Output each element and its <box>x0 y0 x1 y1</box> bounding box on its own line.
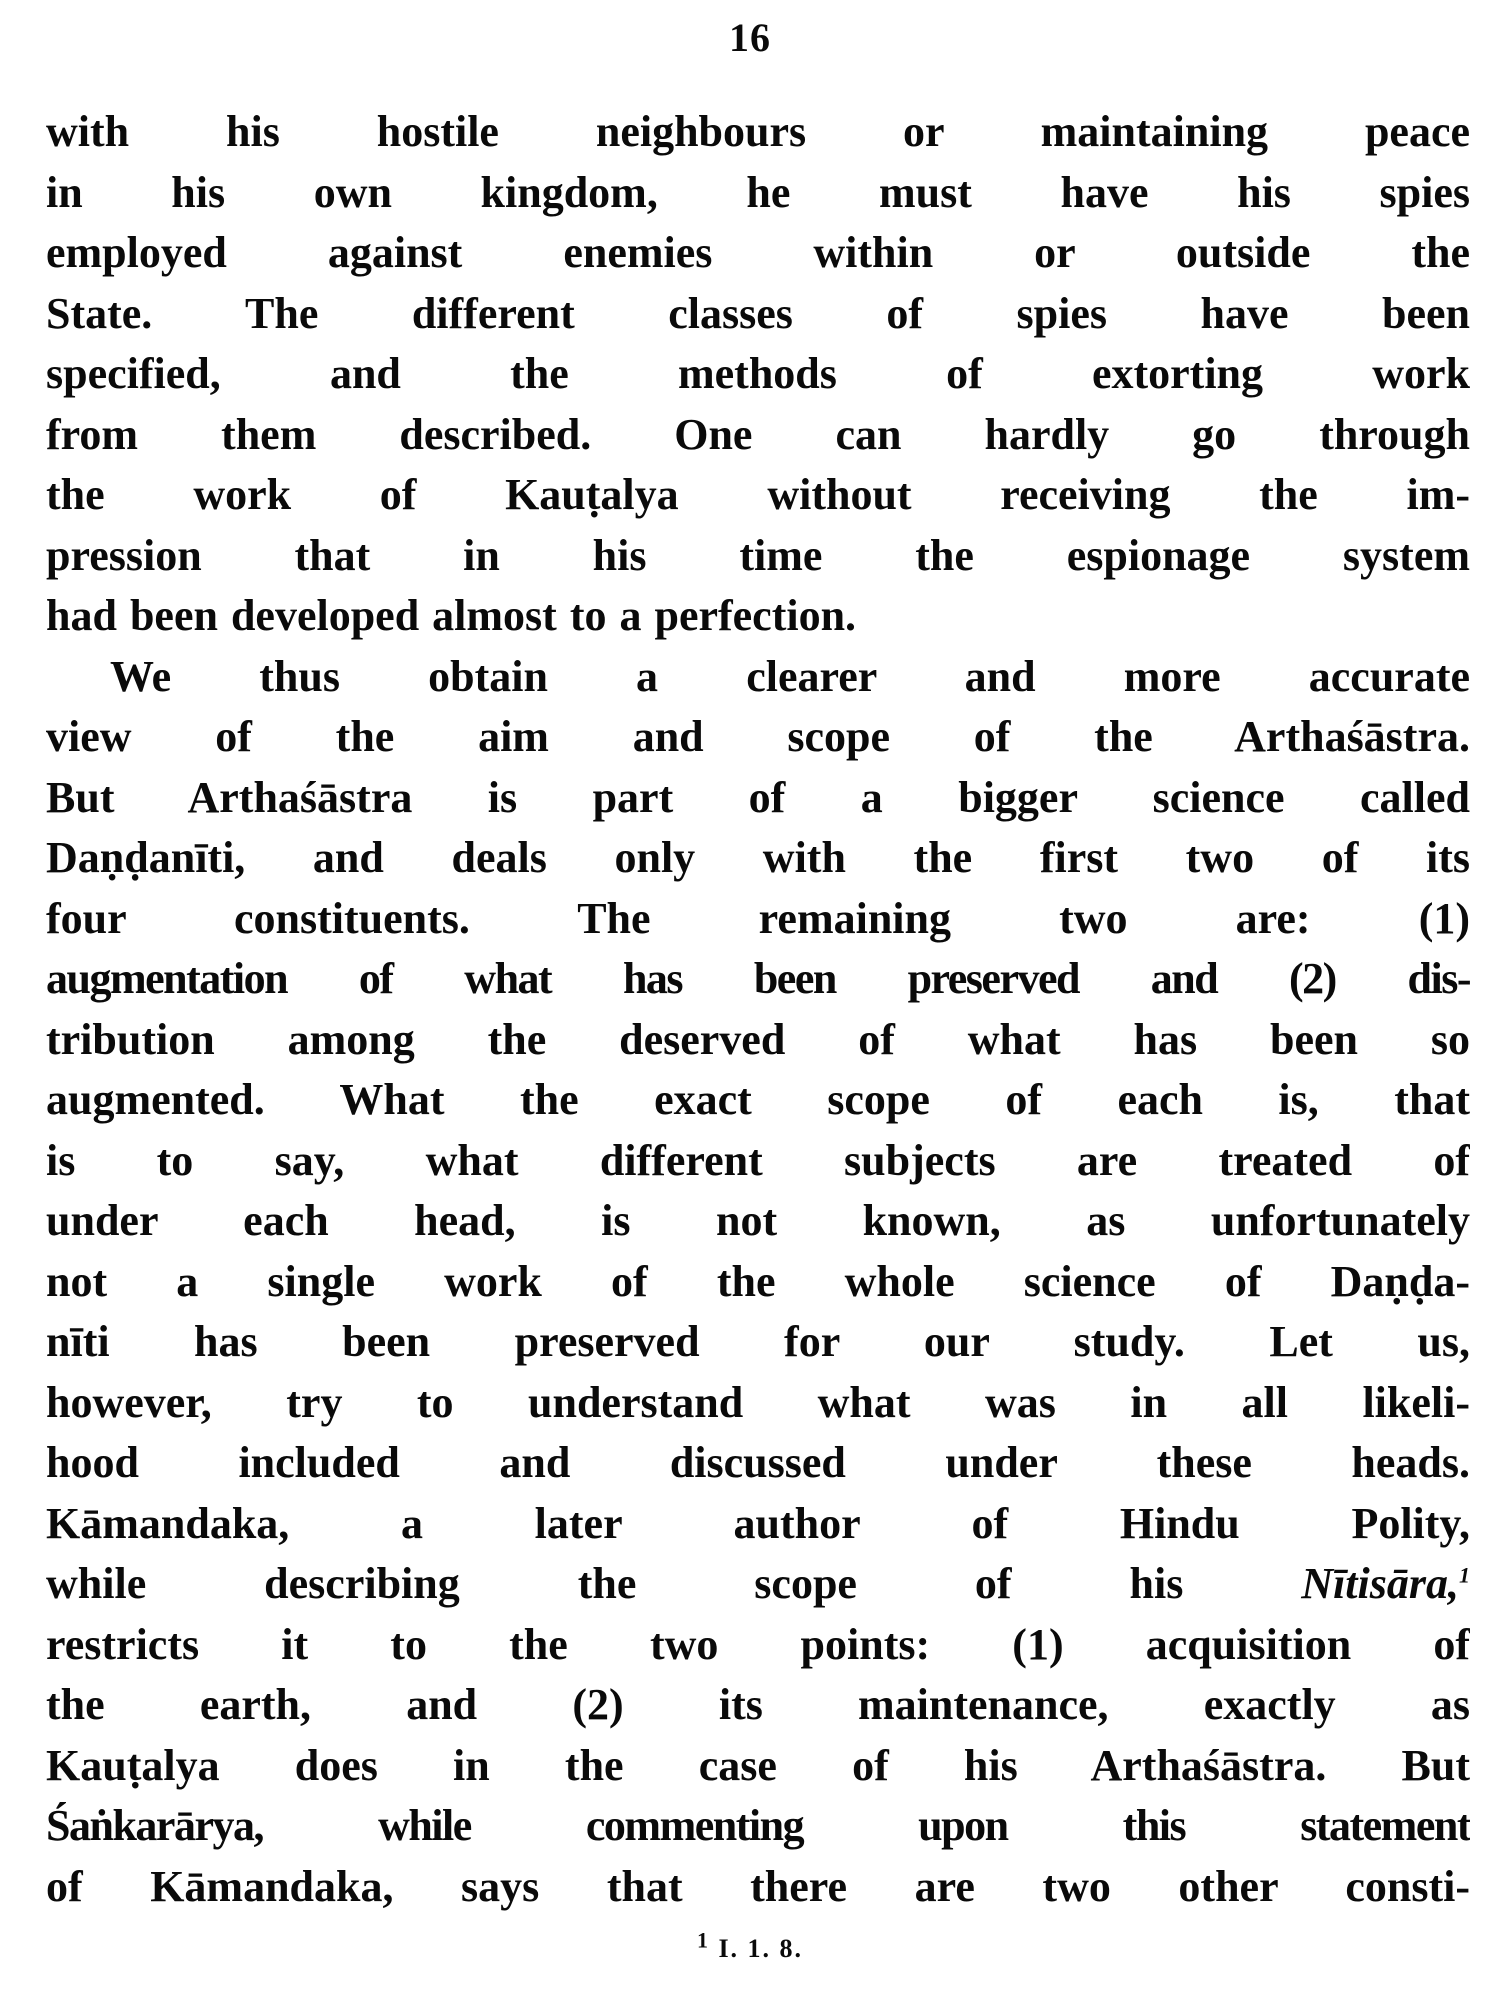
text-line: employed against enemies within or outside the <box>46 228 1470 277</box>
text-line: is to say, what different subjects are treated of <box>46 1135 1470 1185</box>
text-line: State. The different classes of spies have been <box>46 288 1470 338</box>
text-line: tribution among the deserved of what has been so <box>46 1014 1470 1064</box>
text-line: augmentation of what has been preserved and (2) dis- <box>46 954 1470 1003</box>
text-line: augmented. What the exact scope of each is, that <box>46 1075 1470 1124</box>
text-line: restricts it to the two points: (1) acquisition of <box>46 1619 1470 1669</box>
text-line: the work of Kauṭalya without receiving the im- <box>46 470 1470 519</box>
text-line: Daṇḍanīti, and deals only with the first two of its <box>46 833 1470 882</box>
text-line: under each head, is not known, as unfortunately <box>46 1196 1470 1245</box>
text-line: four constituents. The remaining two are: (1) <box>46 893 1470 943</box>
text-line: But Arthaśāstra is part of a bigger science called <box>46 772 1470 822</box>
work-title-nitisara <box>1301 1559 1470 1608</box>
text-line: in his own kingdom, he must have his spies <box>46 167 1470 217</box>
text-line: nīti has been preserved for our study. Let us, <box>46 1317 1470 1366</box>
text-line: hood included and discussed under these heads. <box>46 1438 1470 1487</box>
text-line: with his hostile neighbours or maintaining peace <box>46 107 1470 156</box>
text-line: We thus obtain a clearer and more accurate <box>110 651 1470 701</box>
text-line: Śaṅkarārya, while commenting upon this statement <box>46 1801 1470 1850</box>
text-line: of Kāmandaka, says that there are two other consti- <box>46 1861 1470 1911</box>
text-line: the earth, and (2) its maintenance, exactly as <box>46 1680 1470 1729</box>
text-line-nitisara <box>46 1554 1470 1615</box>
text-line: however, try to understand what was in all likeli- <box>46 1377 1470 1427</box>
text-line: pression that in his time the espionage system <box>46 530 1470 580</box>
text-line: had been developed almost to a perfection. <box>46 591 857 640</box>
footnote-marker: 1 <box>696 1927 710 1953</box>
text-line: Kauṭalya does in the case of his Arthaśāstra. But <box>46 1740 1470 1790</box>
text-segment: while describing the scope of his <box>46 1559 1184 1608</box>
text-line: not a single work of the whole science of Daṇḍa- <box>46 1256 1470 1306</box>
footnote-reference: 1 <box>1459 1562 1470 1588</box>
page-number: 16 <box>729 15 771 60</box>
footnote-text: I. 1. 8. <box>718 1934 804 1963</box>
body-text <box>46 102 1470 1917</box>
text-line: view of the aim and scope of the Arthaśāstra. <box>46 712 1470 761</box>
text-line: from them described. One can hardly go through <box>46 409 1470 459</box>
text-line: Kāmandaka, a later author of Hindu Polity, <box>46 1498 1470 1548</box>
footnote <box>0 1927 1500 1964</box>
work-title-text: Nītisāra, <box>1301 1559 1459 1608</box>
text-line: specified, and the methods of extorting work <box>46 349 1470 398</box>
